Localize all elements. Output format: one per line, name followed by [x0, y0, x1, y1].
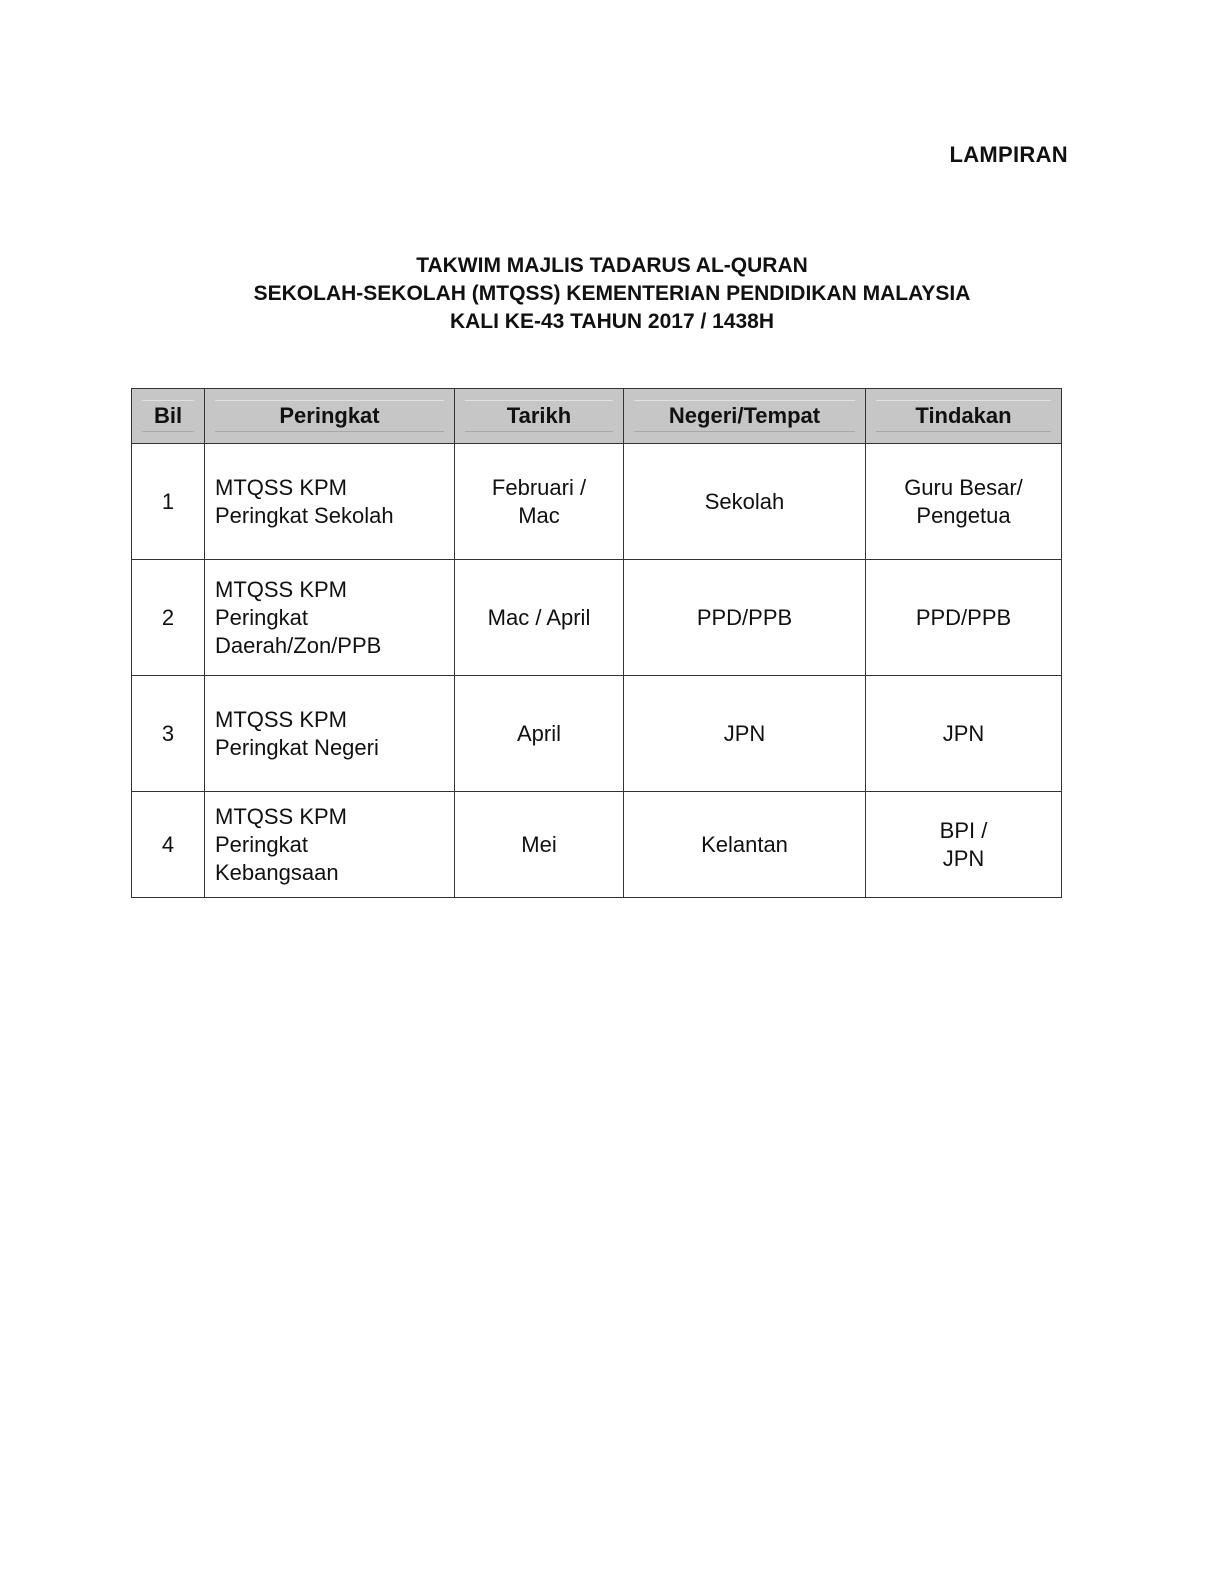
header-bil-label: Bil: [142, 400, 194, 432]
cell-line: JPN: [942, 845, 985, 871]
header-tarikh-label: Tarikh: [465, 400, 613, 432]
cell-bil: 1: [132, 444, 205, 560]
table-header: [132, 389, 1062, 444]
cell-tindakan: [866, 792, 1062, 898]
header-row: [132, 389, 1062, 444]
table-row: [132, 560, 1062, 676]
lampiran-label: LAMPIRAN: [949, 142, 1068, 167]
title-line-3: KALI KE-43 TAHUN 2017 / 1438H: [449, 310, 775, 333]
header-negeri-label: Negeri/Tempat: [634, 400, 855, 432]
cell-line: Mac / April: [487, 604, 591, 630]
cell-line: JPN: [942, 720, 985, 746]
table-row: [132, 676, 1062, 792]
cell-tarikh: [455, 444, 624, 560]
cell-line: Mei: [521, 831, 557, 857]
cell-line: Kebangsaan: [215, 859, 339, 885]
cell-line: Pengetua: [916, 502, 1011, 528]
cell-line: Peringkat: [215, 831, 308, 857]
cell-line: MTQSS KPM: [215, 803, 348, 829]
cell-line: Peringkat: [215, 604, 308, 630]
table-body: [132, 444, 1062, 898]
cell-line: Guru Besar/: [904, 474, 1023, 500]
cell-peringkat: [205, 560, 455, 676]
cell-line: MTQSS KPM: [215, 706, 348, 732]
title-line-1: TAKWIM MAJLIS TADARUS AL-QURAN: [416, 254, 808, 277]
cell-tindakan: [866, 676, 1062, 792]
cell-peringkat: [205, 676, 455, 792]
cell-tarikh: [455, 792, 624, 898]
cell-tarikh: [455, 676, 624, 792]
cell-tarikh: [455, 560, 624, 676]
cell-line: PPD/PPB: [915, 604, 1012, 630]
cell-bil: 3: [132, 676, 205, 792]
header-tarikh: [455, 389, 624, 444]
cell-line: Sekolah: [704, 488, 785, 514]
cell-line: JPN: [723, 720, 766, 746]
header-peringkat: [205, 389, 455, 444]
cell-line: April: [516, 720, 561, 746]
cell-peringkat: [205, 792, 455, 898]
table-row: [132, 792, 1062, 898]
cell-tindakan: [866, 560, 1062, 676]
cell-line: Peringkat Sekolah: [215, 502, 394, 528]
cell-line: Daerah/Zon/PPB: [215, 632, 382, 658]
header-peringkat-label: Peringkat: [215, 400, 444, 432]
cell-peringkat: [205, 444, 455, 560]
cell-tindakan: [866, 444, 1062, 560]
cell-line: Peringkat Negeri: [215, 734, 379, 760]
cell-negeri: [624, 792, 866, 898]
cell-line: BPI /: [939, 817, 988, 843]
cell-bil: 4: [132, 792, 205, 898]
cell-line: MTQSS KPM: [215, 474, 348, 500]
cell-line: Kelantan: [701, 831, 788, 857]
table-row: [132, 444, 1062, 560]
header-tindakan: [866, 389, 1062, 444]
title-line-2: SEKOLAH-SEKOLAH (MTQSS) KEMENTERIAN PENDIDIKAN MALAYSIA: [253, 282, 971, 305]
cell-negeri: [624, 560, 866, 676]
takwim-table: [131, 388, 1062, 898]
cell-line: MTQSS KPM: [215, 576, 348, 602]
cell-line: PPD/PPB: [696, 604, 793, 630]
header-negeri-tempat: [624, 389, 866, 444]
header-bil: [132, 389, 205, 444]
cell-negeri: [624, 444, 866, 560]
header-tindakan-label: Tindakan: [876, 400, 1051, 432]
cell-line: Februari /: [491, 474, 587, 500]
cell-line: Mac: [518, 502, 560, 528]
cell-bil: 2: [132, 560, 205, 676]
cell-negeri: [624, 676, 866, 792]
document-title: [0, 252, 1224, 336]
